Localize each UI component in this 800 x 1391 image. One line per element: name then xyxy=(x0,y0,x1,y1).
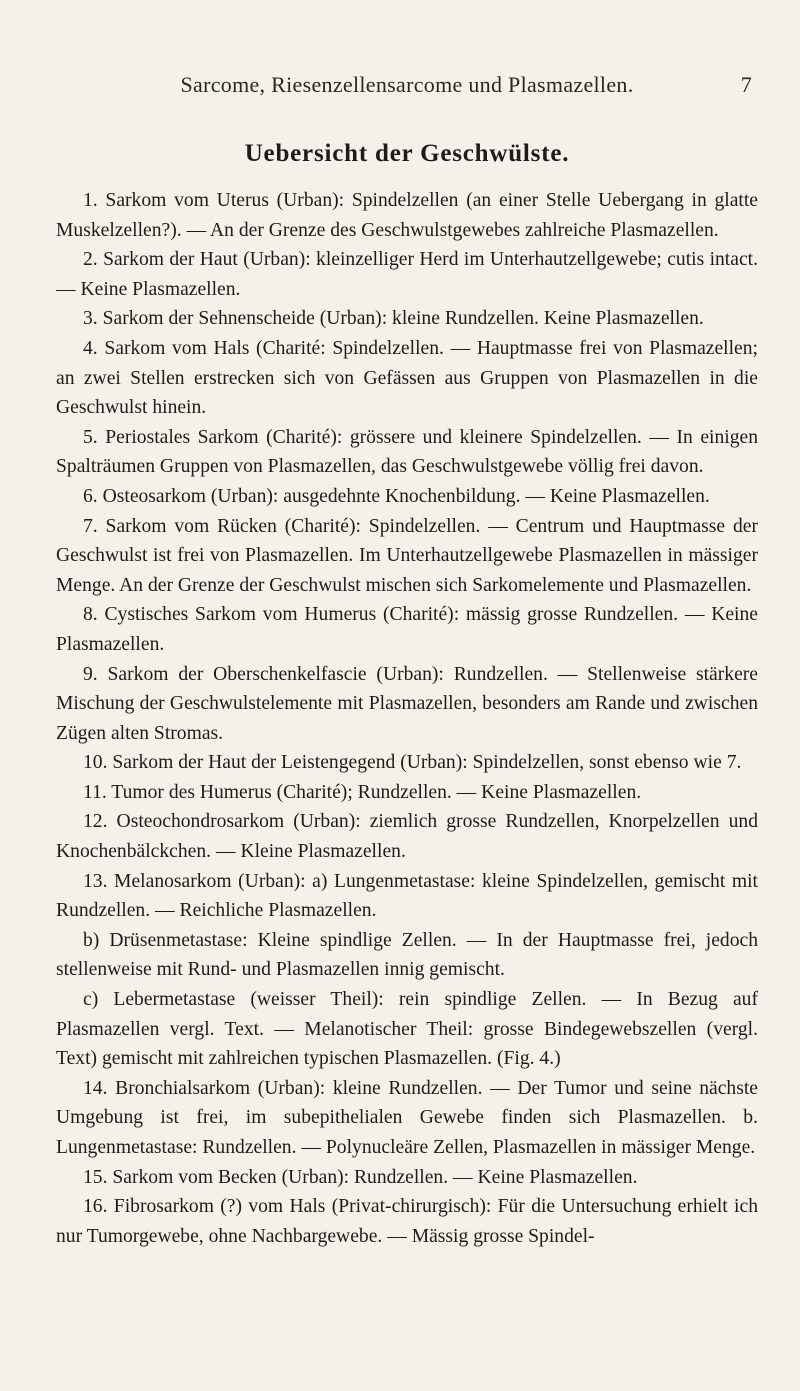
list-item: 9. Sarkom der Oberschenkelfascie (Urban): Rundzellen. — Stellenweise stärkere Mischung der Geschwulstelemente mit Plasmazellen, besonders am Rande und zwischen Zügen alten Stromas. xyxy=(56,663,758,744)
list-item: 12. Osteochondrosarkom (Urban): ziemlich grosse Rundzellen, Knorpelzellen und Knochenbälckchen. — Kleine Plasmazellen. xyxy=(56,811,758,863)
running-header xyxy=(56,72,758,112)
page-number: 7 xyxy=(740,72,752,97)
list-item: 10. Sarkom der Haut der Leistengegend (Urban): Spindelzellen, sonst ebenso wie 7. xyxy=(83,752,742,774)
list-item: 16. Fibrosarkom (?) vom Hals (Privat-chirurgisch): Für die Untersuchung erhielt ich nur Tumorgewebe, ohne Nachbargewebe. — Mässig grosse Spindel- xyxy=(56,1196,758,1247)
running-title: Sarcome, Riesenzellensarcome und Plasmazellen. xyxy=(180,72,634,97)
list-item: c) Lebermetastase (weisser Theil): rein spindlige Zellen. — In Bezug auf Plasmazellen vergl. Text. — Melanotischer Theil: grosse Bindegewebszellen (vergl. Text) gemischt mit zahlreichen typischen Plasmazellen. (Fig. 4.) xyxy=(56,989,758,1070)
list-item: 3. Sarkom der Sehnenscheide (Urban): kleine Rundzellen. Keine Plasmazellen. xyxy=(83,308,704,330)
list-item: b) Drüsenmetastase: Kleine spindlige Zellen. — In der Hauptmasse frei, jedoch stellenweise mit Rund- und Plasmazellen innig gemischt. xyxy=(56,929,758,981)
list-item: 4. Sarkom vom Hals (Charité: Spindelzellen. — Hauptmasse frei von Plasmazellen; an zwei Stellen erstrecken sich von Gefässen aus Gruppen von Plasmazellen in die Geschwulst hinein. xyxy=(56,337,758,419)
list-item: 15. Sarkom vom Becken (Urban): Rundzellen. — Keine Plasmazellen. xyxy=(83,1166,638,1188)
list-item: 1. Sarkom vom Uterus (Urban): Spindelzellen (an einer Stelle Uebergang in glatte Muskelzellen?). — An der Grenze des Geschwulstgewebes zahlreiche Plasmazellen. xyxy=(56,190,758,241)
list-item: 13. Melanosarkom (Urban): a) Lungenmetastase: kleine Spindelzellen, gemischt mit Rundzellen. — Reichliche Plasmazellen. xyxy=(56,870,758,922)
list-item: 5. Periostales Sarkom (Charité): grössere und kleinere Spindelzellen. — In einigen Spalträumen Gruppen von Plasmazellen, das Geschwulstgewebe völlig frei davon. xyxy=(56,426,758,478)
tumor-list xyxy=(56,186,758,1251)
list-item: 7. Sarkom vom Rücken (Charité): Spindelzellen. — Centrum und Hauptmasse der Geschwulst ist frei von Plasmazellen. Im Unterhautzellgewebe Plasmazellen in mässiger Menge. An der Grenze der Geschwulst mischen sich Sarkomelemente und Plasmazellen. xyxy=(56,515,758,596)
list-item: 11. Tumor des Humerus (Charité); Rundzellen. — Keine Plasmazellen. xyxy=(83,781,642,803)
section-title: Uebersicht der Geschwülste. xyxy=(244,140,570,167)
list-item: 8. Cystisches Sarkom vom Humerus (Charité): mässig grosse Rundzellen. — Keine Plasmazellen. xyxy=(56,604,758,655)
list-item: 6. Osteosarkom (Urban): ausgedehnte Knochenbildung. — Keine Plasmazellen. xyxy=(83,485,710,507)
list-item: 2. Sarkom der Haut (Urban): kleinzelliger Herd im Unterhautzellgewebe; cutis intact. — Keine Plasmazellen. xyxy=(56,249,758,300)
list-item: 14. Bronchialsarkom (Urban): kleine Rundzellen. — Der Tumor und seine nächste Umgebung ist frei, im subepithelialen Gewebe finden sich Plasmazellen. b. Lungenmetastase: Rundzellen. — Polynucleäre Zellen, Plasmazellen in mässiger Menge. xyxy=(56,1077,758,1158)
